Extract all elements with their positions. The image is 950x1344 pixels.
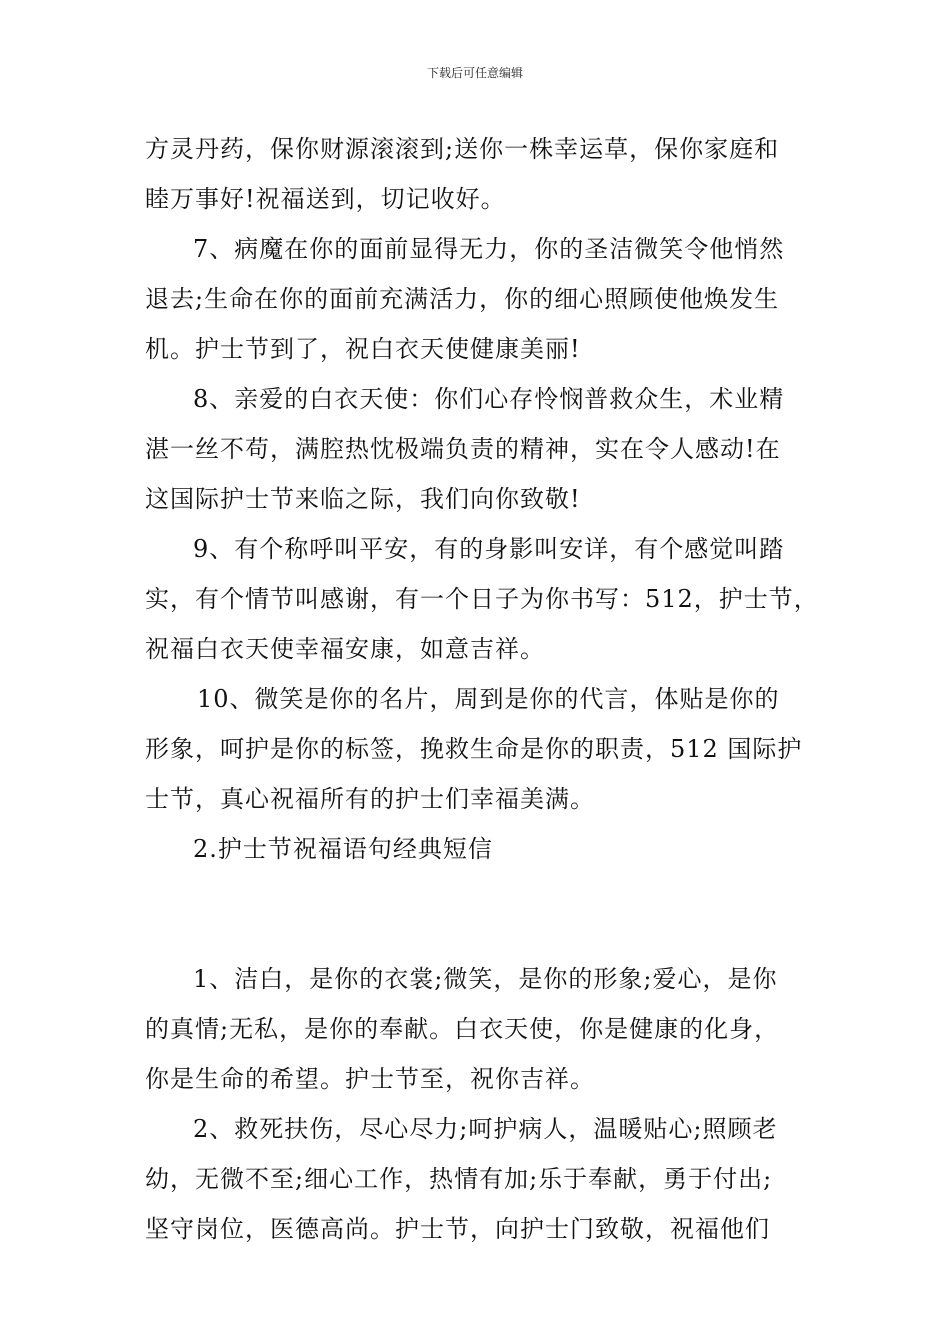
paragraph-8 bbox=[145, 374, 815, 524]
text-line: 9、有个称呼叫平安，有的身影叫安详，有个感觉叫踏 bbox=[193, 535, 785, 563]
text-line: 你是生命的希望。护士节至，祝你吉祥。 bbox=[145, 1065, 595, 1093]
page-header: 下载后可任意编辑 bbox=[426, 66, 523, 80]
paragraph-7 bbox=[145, 224, 815, 374]
text-line: 幼，无微不至;细心工作，热情有加;乐于奉献，勇于付出; bbox=[145, 1165, 773, 1193]
blank-spacer bbox=[145, 874, 815, 954]
text-line: 方灵丹药，保你财源滚滚到;送你一株幸运草，保你家庭和 bbox=[145, 135, 780, 163]
text-line: 坚守岗位，医德高尚。护士节，向护士门致敬，祝福他们 bbox=[145, 1215, 770, 1243]
paragraph-continuation bbox=[145, 124, 815, 224]
text-line: 1、洁白，是你的衣裳;微笑，是你的形象;爱心，是你 bbox=[193, 965, 778, 993]
text-line: 士节，真心祝福所有的护士们幸福美满。 bbox=[145, 785, 595, 813]
text-line: 湛一丝不苟，满腔热忱极端负责的精神，实在令人感动!在 bbox=[145, 435, 781, 463]
text-line: 机。护士节到了，祝白衣天使健康美丽! bbox=[145, 335, 581, 363]
paragraph-10 bbox=[145, 674, 815, 824]
text-line: 形象，呵护是你的标签，挽救生命是你的职责，512 国际护 bbox=[145, 735, 803, 763]
paragraph-9 bbox=[145, 524, 819, 674]
paragraph-s2 bbox=[145, 1104, 815, 1254]
text-line: 2、救死扶伤，尽心尽力;呵护病人，温暖贴心;照顾老 bbox=[193, 1115, 778, 1143]
document-body bbox=[145, 124, 819, 1254]
paragraph-s1 bbox=[145, 954, 815, 1104]
text-line: 祝福白衣天使幸福安康，如意吉祥。 bbox=[145, 635, 545, 663]
text-line: 10、微笑是你的名片，周到是你的代言，体贴是你的 bbox=[197, 685, 780, 713]
text-line: 实，有个情节叫感谢，有一个日子为你书写：512，护士节， bbox=[145, 585, 819, 613]
text-line: 8、亲爱的白衣天使：你们心存怜悯普救众生，术业精 bbox=[193, 385, 785, 413]
text-line: 的真情;无私，是你的奉献。白衣天使，你是健康的化身， bbox=[145, 1015, 780, 1043]
text-line: 这国际护士节来临之际，我们向你致敬! bbox=[145, 485, 581, 513]
text-line: 睦万事好!祝福送到，切记收好。 bbox=[145, 185, 506, 213]
text-line: 7、病魔在你的面前显得无力，你的圣洁微笑令他悄然 bbox=[193, 235, 785, 263]
text-line: 退去;生命在你的面前充满活力，你的细心照顾使他焕发生 bbox=[145, 285, 780, 313]
section-heading: 2.护士节祝福语句经典短信 bbox=[193, 835, 493, 863]
